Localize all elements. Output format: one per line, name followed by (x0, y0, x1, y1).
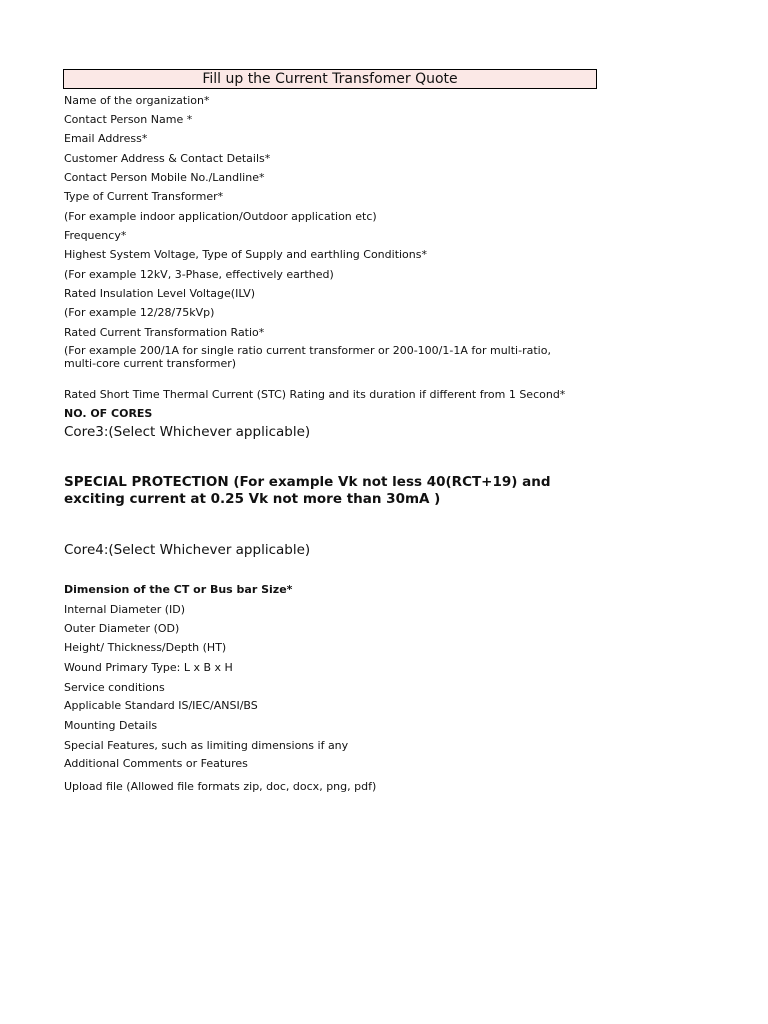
frequency-label: Frequency* (64, 229, 127, 242)
ct-type-example: (For example indoor application/Outdoor application etc) (64, 210, 377, 223)
mobile-label: Contact Person Mobile No./Landline* (64, 171, 265, 184)
mounting-label: Mounting Details (64, 719, 158, 732)
service-conditions-label: Service conditions (64, 681, 165, 694)
core4-label: Core4:(Select Whichever applicable) (64, 542, 311, 558)
ilv-example: (For example 12/28/75kVp) (64, 306, 215, 319)
dimension-heading: Dimension of the CT or Bus bar Size* (64, 583, 293, 596)
standard-label: Applicable Standard IS/IEC/ANSI/BS (64, 699, 258, 712)
internal-diameter-label: Internal Diameter (ID) (64, 603, 186, 616)
cores-heading: NO. OF CORES (64, 407, 153, 420)
ct-type-label: Type of Current Transformer* (64, 190, 224, 203)
comments-label: Additional Comments or Features (64, 757, 248, 770)
contact-person-label: Contact Person Name * (64, 113, 193, 126)
ratio-label: Rated Current Transformation Ratio* (64, 326, 265, 339)
special-protection-heading: SPECIAL PROTECTION (For example Vk not less 40(RCT+19) and exciting current at 0.25 Vk not more than 30mA ) (64, 474, 551, 507)
email-label: Email Address* (64, 132, 148, 145)
upload-label: Upload file (Allowed file formats zip, doc, docx, png, pdf) (64, 780, 377, 793)
voltage-label: Highest System Voltage, Type of Supply and earthling Conditions* (64, 248, 427, 261)
address-label: Customer Address & Contact Details* (64, 152, 271, 165)
ratio-example: (For example 200/1A for single ratio current transformer or 200-100/1-1A for multi-ratio, multi-core current transformer) (64, 344, 551, 370)
outer-diameter-label: Outer Diameter (OD) (64, 622, 180, 635)
special-features-label: Special Features, such as limiting dimensions if any (64, 739, 349, 752)
form-title: Fill up the Current Transfomer Quote (63, 69, 597, 89)
ilv-label: Rated Insulation Level Voltage(ILV) (64, 287, 256, 300)
organization-label: Name of the organization* (64, 94, 210, 107)
voltage-example: (For example 12kV, 3-Phase, effectively earthed) (64, 268, 334, 281)
stc-label: Rated Short Time Thermal Current (STC) Rating and its duration if different from 1 Second* (64, 388, 566, 401)
wound-primary-label: Wound Primary Type: L x B x H (64, 661, 233, 674)
core3-label: Core3:(Select Whichever applicable) (64, 424, 311, 440)
height-label: Height/ Thickness/Depth (HT) (64, 641, 227, 654)
